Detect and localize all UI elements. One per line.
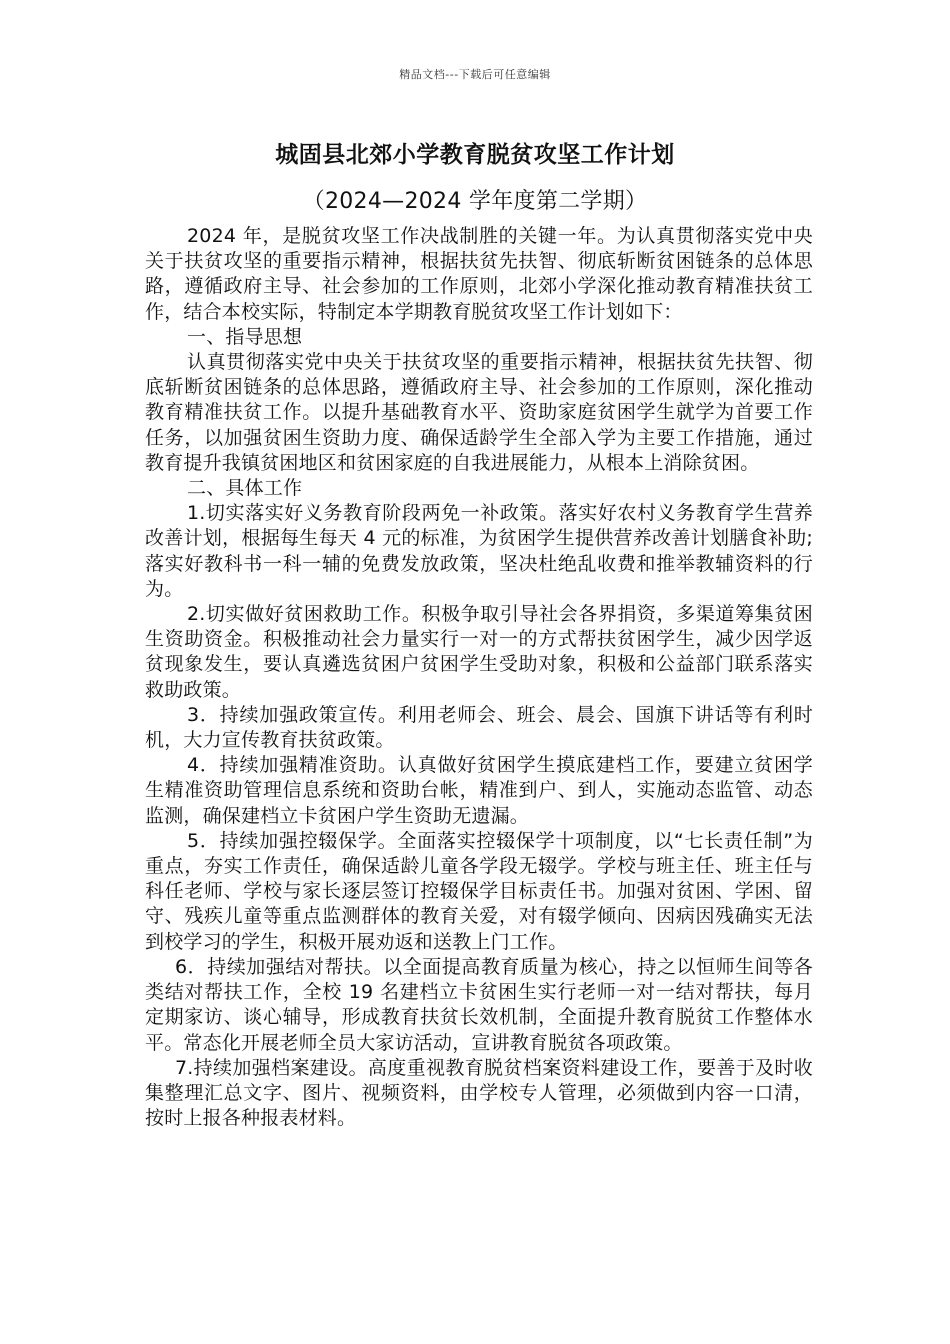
header-note: 精品文档---下载后可任意编辑 (399, 68, 551, 81)
work-item-2: 2.切实做好贫困救助工作。积极争取引导社会各界捐资，多渠道筹集贫困生资助资金。积极推动社会力量实行一对一的方式帮扶贫困学生，减少因学返贫现象发生，要认真遴选贫困户贫困学生受助对象，积极和公益部门联系落实救助政策。 (145, 603, 813, 701)
guiding-paragraph: 认真贯彻落实党中央关于扶贫攻坚的重要指示精神，根据扶贫先扶智、彻底斩断贫困链条的总体思路，遵循政府主导、社会参加的工作原则，深化推动教育精准扶贫工作。以提升基础教育水平、资助家庭贫困学生就学为首要工作任务，以加强贫困生资助力度、确保适龄学生全部入学为主要工作措施，通过教育提升我镇贫困地区和贫困家庭的自我进展能力，从根本上消除贫困。 (145, 351, 813, 474)
section-heading-guiding: 一、指导思想 (187, 325, 303, 348)
section-heading-work: 二、具体工作 (187, 477, 303, 500)
intro-paragraph: 2024 年，是脱贫攻坚工作决战制胜的关键一年。为认真贯彻落实党中央关于扶贫攻坚的重要指示精神，根据扶贫先扶智、彻底斩断贫困链条的总体思路，遵循政府主导、社会参加的工作原则，北郊小学深化推动教育精准扶贫工作，结合本校实际，特制定本学期教育脱贫攻坚工作计划如下： (145, 225, 813, 323)
document-body (145, 224, 813, 1131)
document-subtitle: （2024—2024 学年度第二学期） (302, 189, 648, 214)
work-item-4: 4．持续加强精准资助。认真做好贫困学生摸底建档工作，要建立贫困学生精准资助管理信息系统和资助台帐，精准到户、到人，实施动态监管、动态监测，确保建档立卡贫困户学生资助无遗漏。 (145, 754, 813, 827)
work-item-3: 3．持续加强政策宣传。利用老师会、班会、晨会、国旗下讲话等有利时机，大力宣传教育扶贫政策。 (145, 703, 813, 752)
work-item-1: 1.切实落实好义务教育阶段两免一补政策。落实好农村义务教育学生营养改善计划，根据每生每天 4 元的标准，为贫困学生提供营养改善计划膳食补助;落实好教科书一科一辅的免费发放政策，坚决杜绝乱收费和推举教辅资料的行为。 (145, 502, 813, 600)
document-title: 城固县北郊小学教育脱贫攻坚工作计划 (275, 142, 675, 168)
work-item-5: 5．持续加强控辍保学。全面落实控辍保学十项制度，以“七长责任制”为重点，夯实工作责任，确保适龄儿童各学段无辍学。学校与班主任、班主任与科任老师、学校与家长逐层签订控辍保学目标责任书。加强对贫困、学困、留守、残疾儿童等重点监测群体的教育关爱，对有辍学倾向、因病因残确实无法到校学习的学生，积极开展劝返和送教上门工作。 (145, 829, 813, 953)
work-item-7: 7.持续加强档案建设。高度重视教育脱贫档案资料建设工作，要善于及时收集整理汇总文字、图片、视频资料，由学校专人管理，必须做到内容一口清，按时上报各种报表材料。 (145, 1056, 813, 1130)
work-item-6: 6．持续加强结对帮扶。以全面提高教育质量为核心，持之以恒师生间等各类结对帮扶工作，全校 19 名建档立卡贫困生实行老师一对一结对帮扶，每月定期家访、谈心辅导，形成教育扶贫长效机制，全面提升教育脱贫工作整体水平。常态化开展老师全员大家访活动，宣讲教育脱贫各项政策。 (145, 955, 813, 1054)
